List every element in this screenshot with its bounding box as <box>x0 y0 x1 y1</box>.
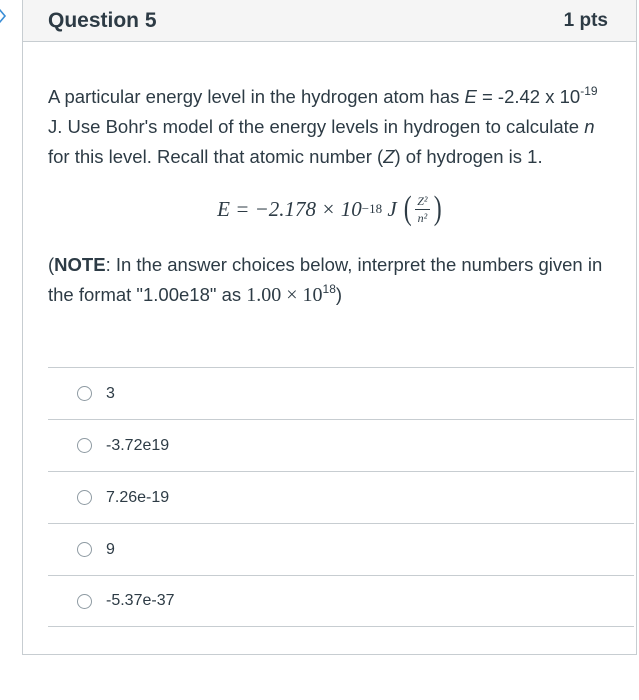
question-card <box>22 0 637 655</box>
radio-button[interactable] <box>77 542 92 557</box>
chevron-right-icon <box>0 7 7 25</box>
answer-label: 9 <box>106 540 115 558</box>
answer-option[interactable] <box>48 419 634 471</box>
radio-button[interactable] <box>77 594 92 609</box>
radio-button[interactable] <box>77 386 92 401</box>
radio-button[interactable] <box>77 490 92 505</box>
answer-label: 7.26e-19 <box>106 488 170 506</box>
note-text: (NOTE: In the answer choices below, interpret the numbers given in the format "1.00e18" as $1.00 \times 10^{18}$) <box>48 254 603 306</box>
answer-list <box>48 367 634 627</box>
question-body <box>23 42 636 310</box>
answer-option[interactable] <box>48 367 634 419</box>
bohr-equation: E = −2.178 × 10 −18 J ( $\frac{\text{Z²}}{\text{n²}}$ ) <box>217 190 442 227</box>
collapse-toggle[interactable] <box>0 6 10 26</box>
answer-option[interactable] <box>48 575 634 627</box>
answer-option[interactable] <box>48 523 634 575</box>
question-points: 1 pts <box>563 9 608 31</box>
answer-label: -5.37e-37 <box>106 592 175 609</box>
answer-label: 3 <box>106 384 115 402</box>
question-text: A particular energy level in the hydrogen atom has E = -2.42 x $10^{-19}$ J. Use Bohr's model of the energy levels in hydrogen to calculate n for this level. Recall that atomic number (Z) of hydrogen is 1. <box>48 84 598 167</box>
question-header <box>23 0 636 42</box>
question-title: Question 5 <box>48 8 157 32</box>
radio-button[interactable] <box>77 438 92 453</box>
equation-fraction: $\frac{\text{Z²}}{\text{n²}}$ <box>417 193 428 225</box>
answer-label: -3.72e19 <box>106 436 170 454</box>
answer-option[interactable] <box>48 471 634 523</box>
